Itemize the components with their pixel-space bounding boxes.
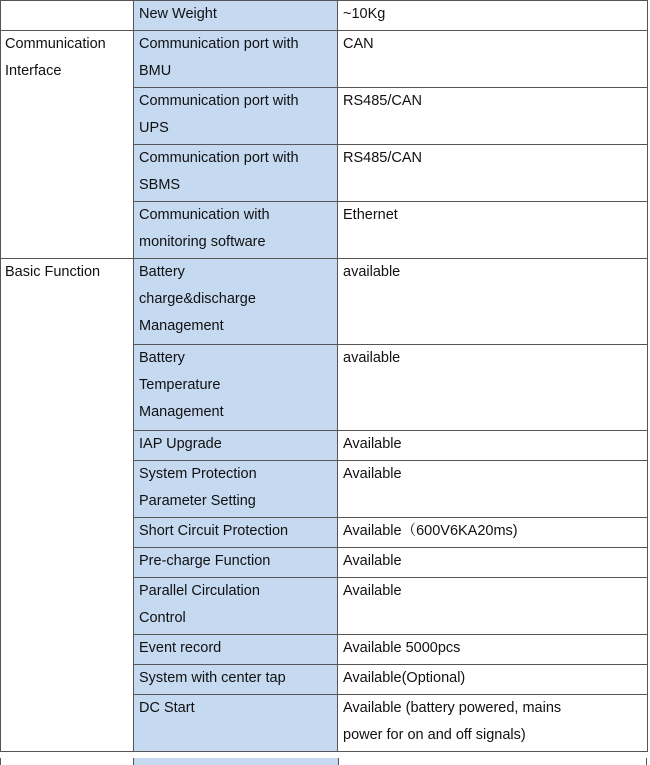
value-cell: Available [338,578,648,635]
value-cell: available [338,259,648,345]
table-row [1,31,648,88]
parameter-cell: Pre-charge Function [134,548,338,578]
value-cell: Available (battery powered, mains power for on and off signals) [338,695,648,752]
value-cell: Available [338,461,648,518]
parameter-cell: Battery Temperature Management [134,345,338,431]
column-border [646,758,647,765]
parameter-cell: Communication with monitoring software [134,202,338,259]
parameter-cell: Short Circuit Protection [134,518,338,548]
table-row [1,1,648,31]
parameter-cell: Communication port with UPS [134,88,338,145]
column-border [0,758,1,765]
value-cell: RS485/CAN [338,88,648,145]
category-cell: Basic Function [1,259,134,752]
parameter-cell: Communication port with SBMS [134,145,338,202]
parameter-cell: Event record [134,635,338,665]
value-cell: Available [338,431,648,461]
parameter-cell: System with center tap [134,665,338,695]
parameter-cell: System Protection Parameter Setting [134,461,338,518]
parameter-cell: Communication port with BMU [134,31,338,88]
value-cell: CAN [338,31,648,88]
parameter-cell: IAP Upgrade [134,431,338,461]
parameter-column-fragment [133,758,339,765]
parameter-cell: New Weight [134,1,338,31]
category-cell [1,1,134,31]
value-cell: Ethernet [338,202,648,259]
parameter-cell: Parallel Circulation Control [134,578,338,635]
parameter-cell: Battery charge&discharge Management [134,259,338,345]
category-cell: Communication Interface [1,31,134,259]
value-cell: available [338,345,648,431]
value-cell: Available 5000pcs [338,635,648,665]
value-cell: ~10Kg [338,1,648,31]
next-row-fragment [0,758,647,765]
parameter-cell: DC Start [134,695,338,752]
value-cell: Available（600V6KA20ms) [338,518,648,548]
value-cell: Available(Optional) [338,665,648,695]
value-cell: Available [338,548,648,578]
value-cell: RS485/CAN [338,145,648,202]
table-row [1,259,648,345]
